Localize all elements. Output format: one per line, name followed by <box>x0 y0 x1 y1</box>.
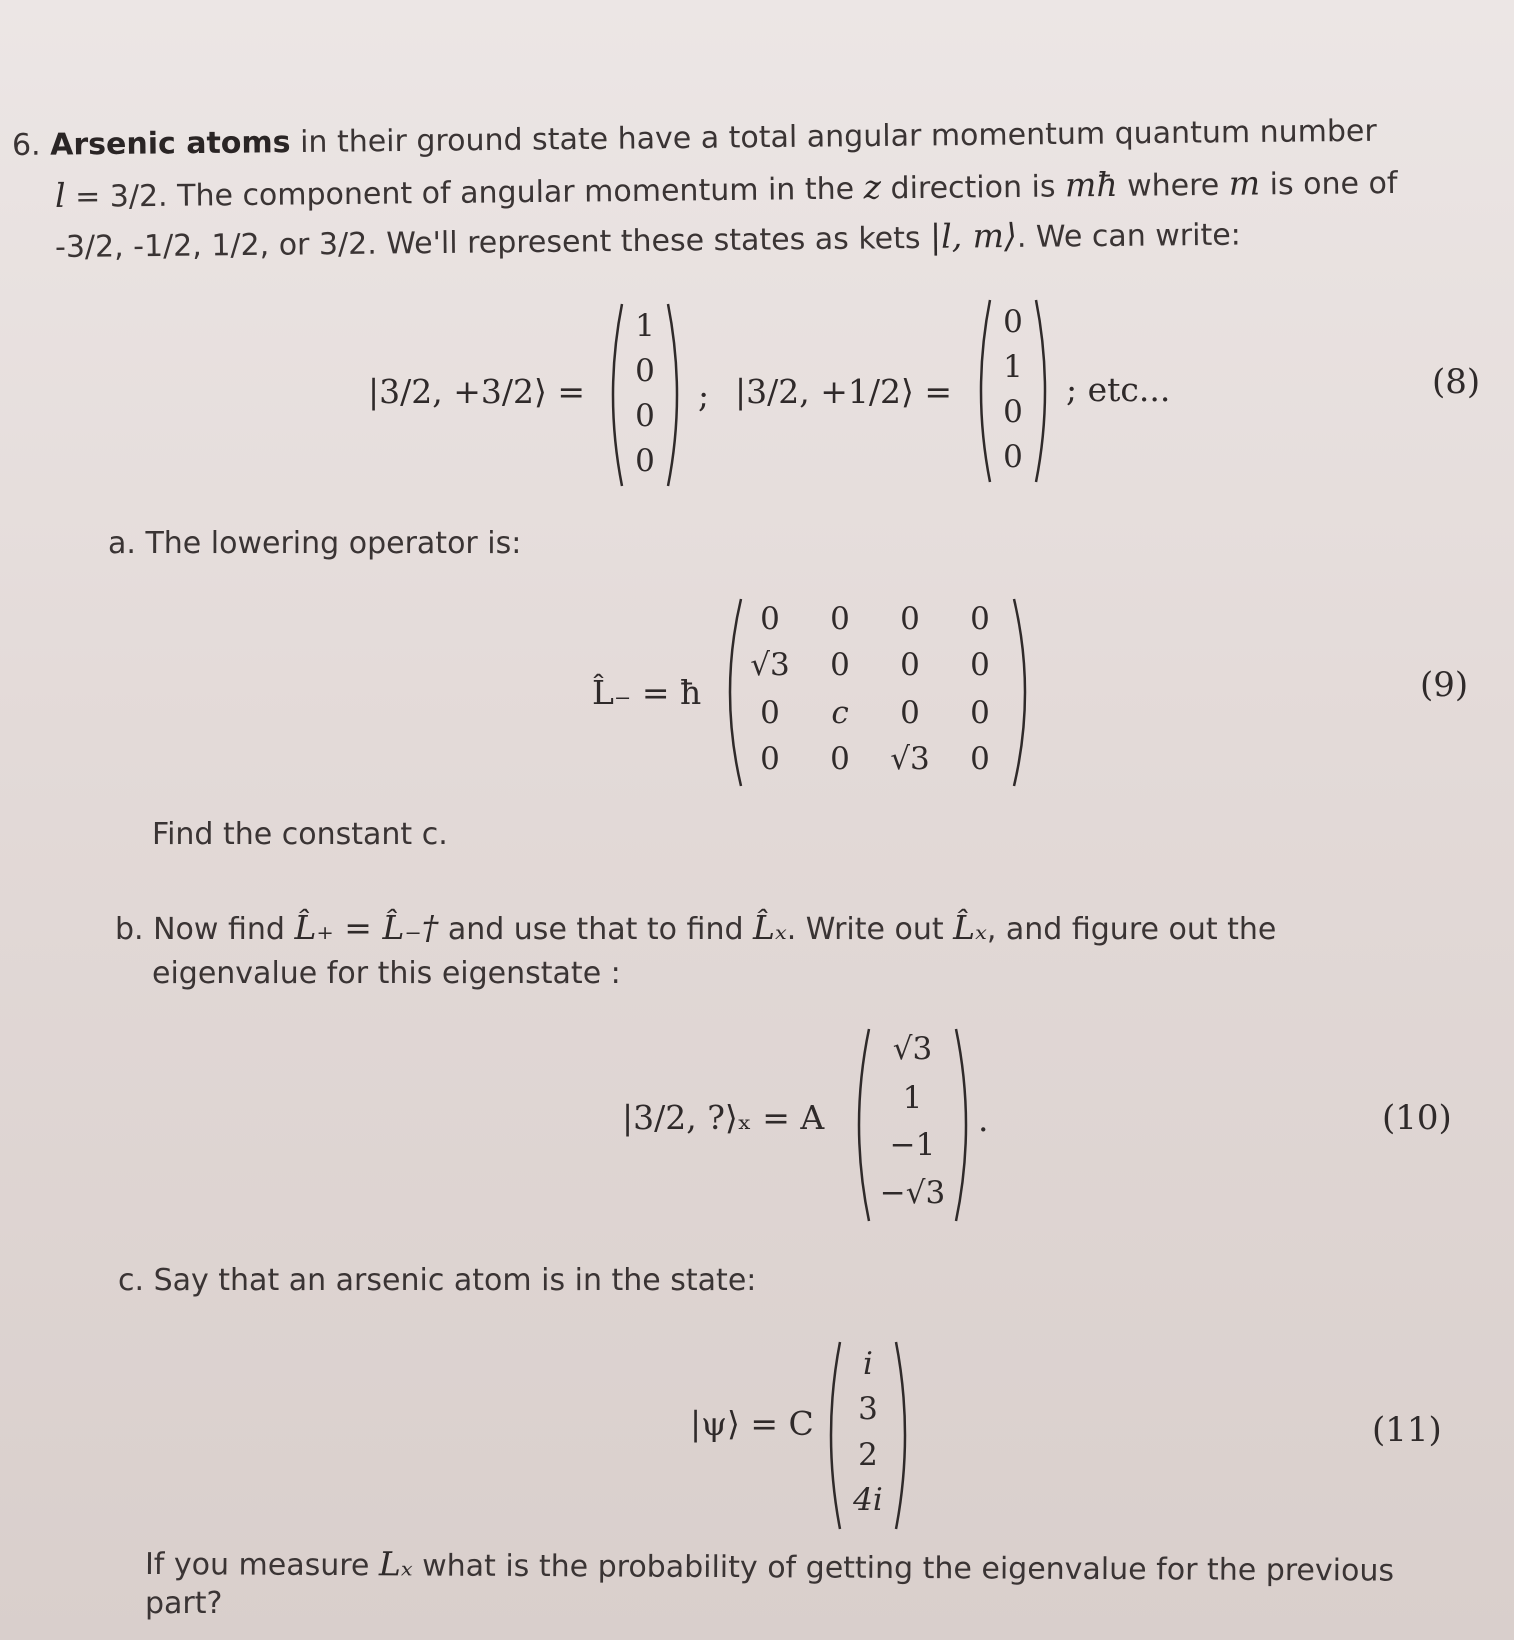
eq8-vec2-cell: 1 <box>1003 349 1023 385</box>
part-a-label: a. The lowering operator is: <box>108 526 522 561</box>
part-c-question-line1: If you measure Lₓ what is the probability of getting the eigenvalue for the previous <box>144 1544 1395 1589</box>
eq10-vector <box>845 1025 980 1225</box>
eq10-number: (10) <box>1382 1098 1452 1138</box>
eq8-vector2 <box>968 296 1058 486</box>
eq8-tail: ; etc... <box>1066 370 1171 409</box>
lowering-operator-matrix <box>715 595 1040 790</box>
eq8-number: (8) <box>1432 362 1481 402</box>
eq10-vec-cell: 1 <box>902 1080 923 1116</box>
matrix-cell: 0 <box>760 695 780 731</box>
eq8-vec1-cell: 0 <box>635 398 655 434</box>
eq8-vec2-cell: 0 <box>1003 394 1023 430</box>
eq8-vec1-cell: 0 <box>635 353 655 389</box>
part-c-label: c. Say that an arsenic atom is in the state: <box>118 1263 757 1298</box>
eq8-vec2-cell: 0 <box>1003 304 1023 340</box>
matrix-cell: √3 <box>890 741 930 777</box>
eq8-vec2-cell: 0 <box>1003 439 1023 475</box>
eq10-vec-cell: −1 <box>889 1127 936 1163</box>
part-a-question: Find the constant c. <box>152 817 448 852</box>
eq11-vec-cell: i <box>863 1346 873 1382</box>
problem-intro-line3: -3/2, -1/2, 1/2, or 3/2. We'll represent these states as kets |l, m⟩. We can write: <box>54 215 1241 265</box>
matrix-cell: 0 <box>970 601 990 637</box>
part-b-line2: eigenvalue for this eigenstate : <box>152 956 621 991</box>
part-a-lhs: L̂₋ = ħ <box>592 673 702 712</box>
eq8-vector1 <box>600 300 690 490</box>
eq8-separator: ; <box>698 376 710 415</box>
eq10-vec-cell: −√3 <box>879 1175 946 1211</box>
eq8-lhs1: |3/2, +3/2⟩ = <box>368 372 585 411</box>
matrix-cell: 0 <box>900 695 920 731</box>
matrix-cell: 0 <box>830 647 850 683</box>
matrix-cell: 0 <box>760 741 780 777</box>
part-c-lhs: |ψ⟩ = C <box>690 1404 814 1443</box>
eq11-number: (11) <box>1372 1410 1442 1450</box>
matrix-cell: 0 <box>970 695 990 731</box>
matrix-cell: 0 <box>830 601 850 637</box>
eq11-vector <box>818 1338 918 1533</box>
matrix-cell: 0 <box>760 601 780 637</box>
part-b-line1: b. Now find L̂₊ = L̂₋† and use that to find L̂ₓ. Write out L̂ₓ, and figure out the <box>115 908 1277 947</box>
matrix-cell: 0 <box>970 741 990 777</box>
matrix-cell: 0 <box>970 647 990 683</box>
eq9-number: (9) <box>1420 665 1469 705</box>
eq8-lhs2: |3/2, +1/2⟩ = <box>735 372 952 411</box>
eq11-vec-cell: 3 <box>858 1391 878 1427</box>
matrix-cell-c: c <box>831 695 849 731</box>
matrix-cell: √3 <box>750 647 790 683</box>
matrix-cell: 0 <box>900 647 920 683</box>
eq10-period: . <box>978 1100 989 1139</box>
part-b-lhs: |3/2, ?⟩ₓ = A <box>622 1098 825 1137</box>
eq8-vec1-cell: 0 <box>635 443 655 479</box>
eq8-vec1-cell: 1 <box>635 308 655 344</box>
matrix-cell: 0 <box>900 601 920 637</box>
problem-number: 6. <box>11 127 41 163</box>
eq10-vec-cell: √3 <box>892 1031 933 1067</box>
matrix-cell: 0 <box>830 741 850 777</box>
problem-intro-line1: 6. Arsenic atoms in their ground state have a total angular momentum quantum number <box>11 113 1377 163</box>
eq11-vec-cell: 2 <box>858 1437 878 1473</box>
problem-intro-line2: l = 3/2. The component of angular momentum in the z direction is mħ where m is one of <box>54 163 1398 215</box>
problem-title: Arsenic atoms <box>49 125 291 163</box>
eq11-vec-cell: 4i <box>853 1482 883 1518</box>
part-c-question-line2: part? <box>145 1586 223 1621</box>
